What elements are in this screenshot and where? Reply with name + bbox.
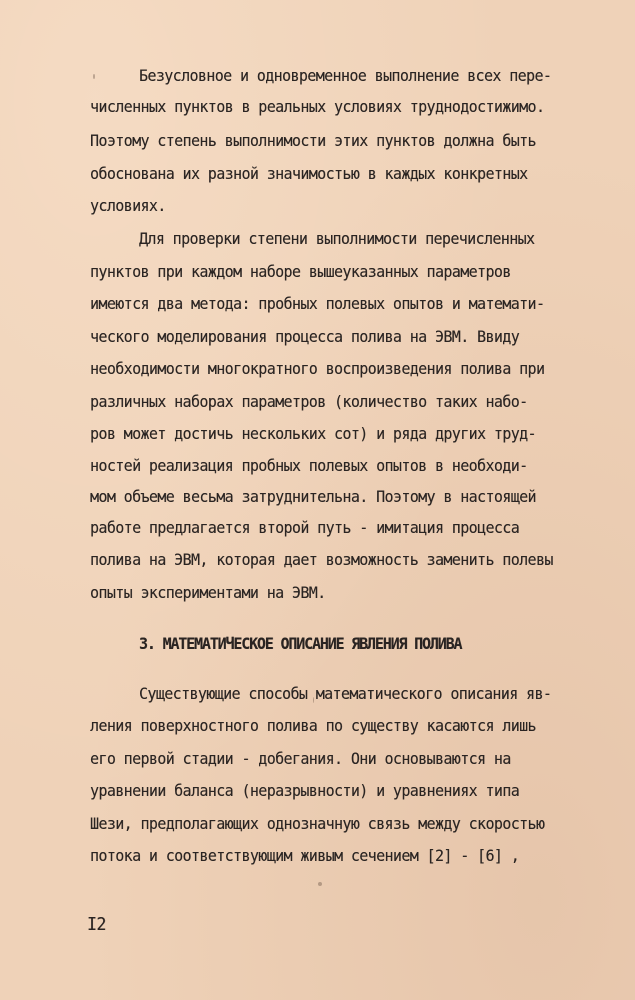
text-line: ностей реализация пробных полевых опытов в необходи- <box>90 456 528 475</box>
text-line: мом объеме весьма затруднительна. Поэтому в настоящей <box>90 487 536 506</box>
text-line: Шези, предполагающих однозначную связь между скоростью <box>90 814 545 833</box>
text-line: Существующие способы математического описания яв- <box>139 684 552 703</box>
paper-speck <box>313 697 314 703</box>
text-line: ческого моделирования процесса полива на ЭВМ. Ввиду <box>90 327 520 346</box>
text-line: опыты экспериментами на ЭВМ. <box>90 583 326 602</box>
text-line: ров может достичь нескольких сот) и ряда других труд- <box>90 424 536 443</box>
text-line: численных пунктов в реальных условиях труднодостижимо. <box>90 97 545 116</box>
text-line: ления поверхностного полива по существу касаются лишь <box>90 716 536 735</box>
text-line: имеются два метода: пробных полевых опытов и математи- <box>90 294 545 313</box>
text-line: необходимости многократного воспроизведения полива при <box>90 359 545 378</box>
text-line: его первой стадии - добегания. Они основываются на <box>90 749 511 768</box>
text-line: условиях. <box>90 196 166 215</box>
paper-speck <box>318 882 322 886</box>
text-line: полива на ЭВМ, которая дает возможность заменить полевы <box>90 550 553 569</box>
text-line: работе предлагается второй путь - имитация процесса <box>90 518 520 537</box>
text-line: пунктов при каждом наборе вышеуказанных параметров <box>90 262 511 281</box>
paper-speck <box>93 74 95 79</box>
text-line: уравнении баланса (неразрывности) и уравнениях типа <box>90 781 520 800</box>
text-line: потока и соответствующим живым сечением [2] - [6] , <box>90 846 520 865</box>
page-number: I2 <box>87 914 106 935</box>
text-line: Поэтому степень выполнимости этих пунктов должна быть <box>90 131 536 150</box>
text-line: Для проверки степени выполнимости перечисленных <box>139 229 535 248</box>
text-line: обоснована их разной значимостью в каждых конкретных <box>90 164 528 183</box>
section-heading: 3. МАТЕМАТИЧЕСКОЕ ОПИСАНИЕ ЯВЛЕНИЯ ПОЛИВА <box>139 634 462 653</box>
text-line: Безусловное и одновременное выполнение всех пере- <box>139 66 552 85</box>
text-line: различных наборах параметров (количество таких набо- <box>90 392 528 411</box>
